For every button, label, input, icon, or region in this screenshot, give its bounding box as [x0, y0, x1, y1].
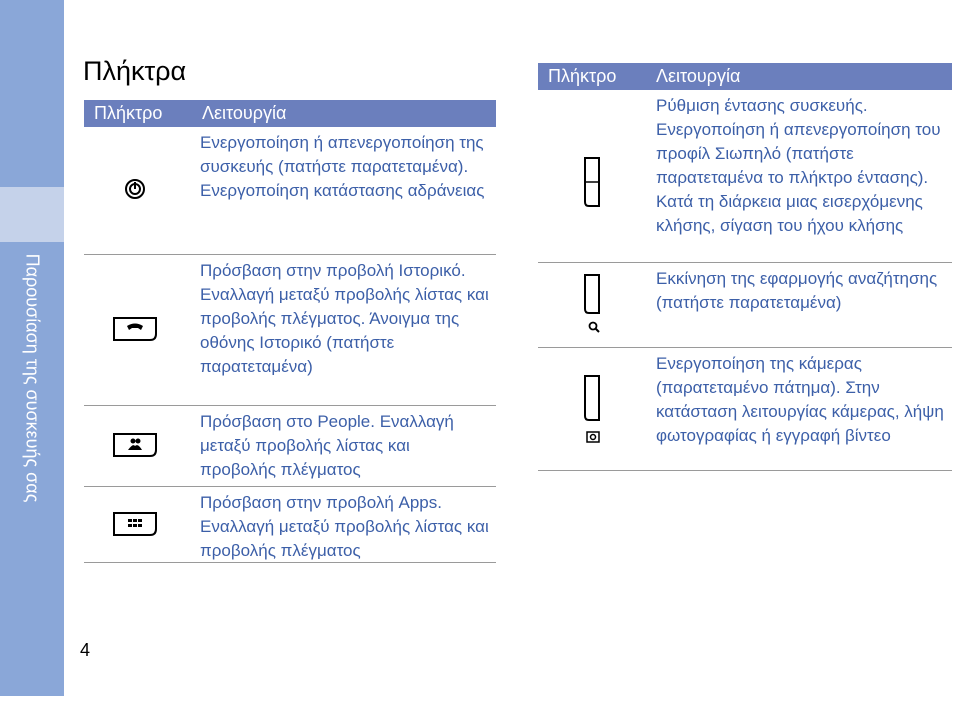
power-key-icon [124, 178, 146, 200]
people-key-icon [112, 432, 158, 458]
left-table-header [84, 100, 496, 127]
sidebar-highlight [0, 187, 64, 242]
table-row [84, 487, 496, 563]
table-row-description: Εκκίνηση της εφαρμογής αναζήτησης (πατήστε παρατεταμένα) [656, 269, 938, 312]
table-row-description: Πρόσβαση στην προβολή Ιστορικό. Εναλλαγή μεταξύ προβολής λίστας και προβολής πλέγματος. Άνοιγμα της οθόνης Ιστορικό (πατήστε παρατεταμένα) [200, 261, 489, 376]
left-header-key: Πλήκτρο [94, 103, 163, 123]
page-number: 4 [80, 640, 91, 660]
table-row [84, 255, 496, 406]
table-row-description: Ρύθμιση έντασης συσκευής. Ενεργοποίηση ή απενεργοποίηση του προφίλ Σιωπηλό (πατήστε παρατεταμένα το πλήκτρο έντασης). Κατά τη διάρκεια μιας εισερχόμενης κλήσης, σίγαση του ήχου κλήσης [656, 96, 941, 235]
volume-key-icon [583, 156, 601, 208]
page-title: Πλήκτρα [83, 56, 187, 86]
sidebar-tab [0, 0, 64, 696]
table-row [84, 406, 496, 487]
call-key-icon [112, 316, 158, 342]
table-row-description: Ενεργοποίηση της κάμερας (παρατεταμένο πάτημα). Στην κατάσταση λειτουργίας κάμερας, λήψη φωτογραφίας ή εγγραφή βίντεο [656, 354, 944, 445]
right-table-header [538, 63, 952, 90]
left-header-function: Λειτουργία [202, 103, 287, 123]
camera-key-icon [583, 374, 605, 446]
table-row-description: Πρόσβαση στο People. Εναλλαγή μεταξύ προβολής λίστας και προβολής πλέγματος [200, 412, 454, 479]
apps-key-icon [112, 511, 158, 537]
table-row [538, 348, 952, 471]
right-header-function: Λειτουργία [656, 66, 741, 86]
table-row [538, 90, 952, 263]
table-row-description: Πρόσβαση στην προβολή Apps. Εναλλαγή μεταξύ προβολής λίστας και προβολής πλέγματος [200, 493, 489, 560]
right-header-key: Πλήκτρο [548, 66, 617, 86]
sidebar-section-label: Παρουσίαση της συσκευής σας [22, 253, 43, 503]
table-row [538, 263, 952, 348]
table-row-description: Ενεργοποίηση ή απενεργοποίηση της συσκευής (πατήστε παρατεταμένα). Ενεργοποίηση κατάστασης αδράνειας [200, 133, 485, 200]
search-key-icon [583, 273, 605, 337]
table-row [84, 127, 496, 255]
